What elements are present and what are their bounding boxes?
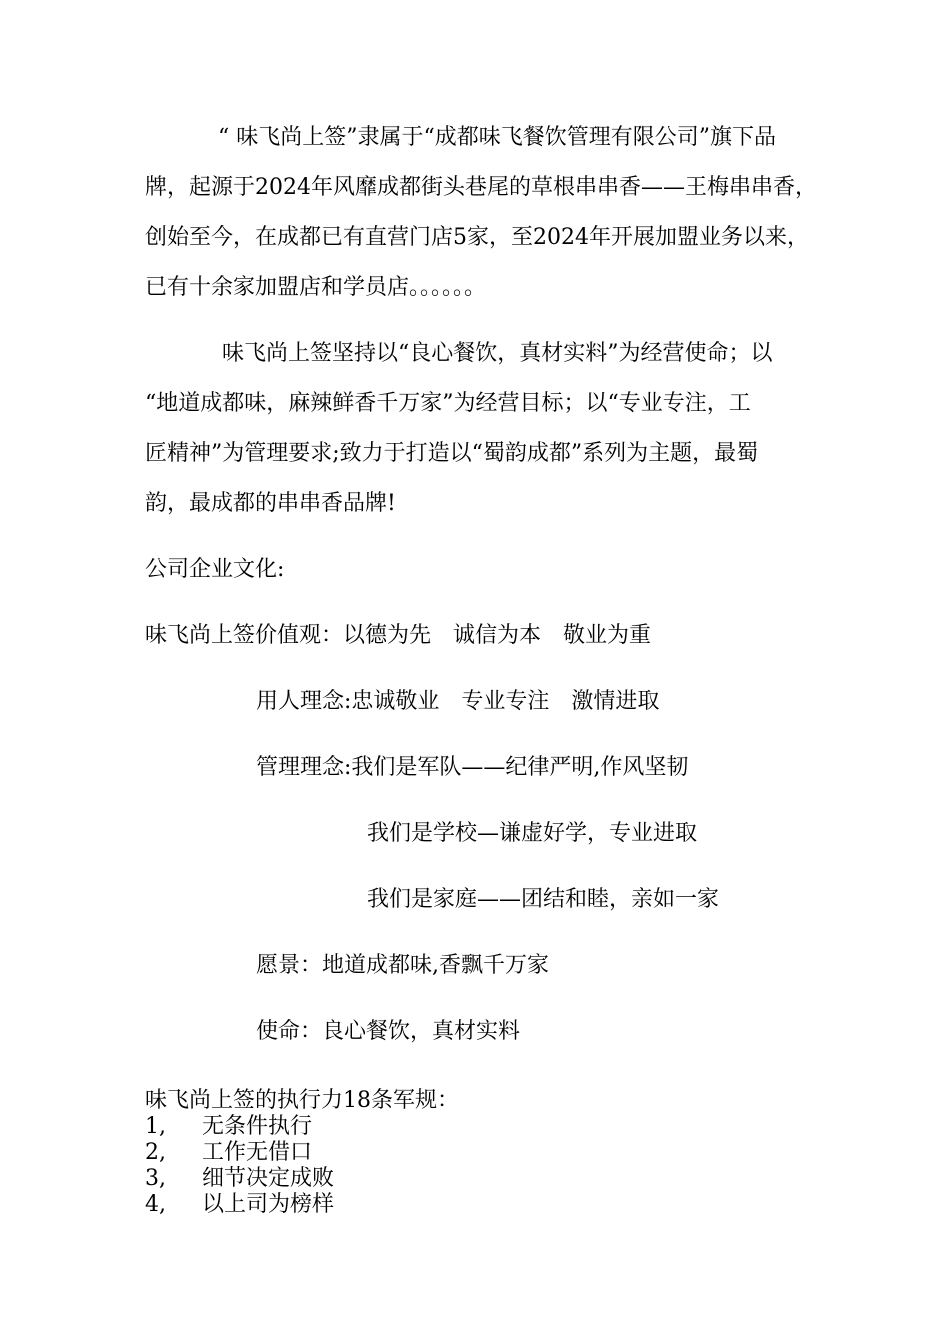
mission-line-3: 匠精神”为管理要求;致力于打造以“蜀韵成都”系列为主题，最蜀 xyxy=(145,441,759,466)
list-item-number: 4, xyxy=(145,1192,166,1217)
intro-line-2: 牌，起源于2024年风靡成都街头巷尾的草根串串香——王梅串串香， xyxy=(145,175,817,200)
culture-management: 管理理念:我们是军队——纪律严明,作风坚韧 xyxy=(256,755,689,780)
intro-line-1: “ 味飞尚上签”隶属于“成都味飞餐饮管理有限公司”旗下品 xyxy=(218,125,776,150)
culture-heading: 公司企业文化: xyxy=(145,557,285,582)
list-item-text: 以上司为榜样 xyxy=(202,1192,335,1217)
rules-heading: 味飞尚上签的执行力18条军规： xyxy=(145,1088,459,1113)
culture-mission: 使命：良心餐饮，真材实料 xyxy=(256,1019,521,1044)
list-item xyxy=(145,1140,312,1166)
intro-line-4: 已有十余家加盟店和学员店。。。。。。 xyxy=(145,275,487,300)
list-item-text: 无条件执行 xyxy=(202,1114,313,1139)
list-item-text: 工作无借口 xyxy=(202,1140,313,1165)
list-item xyxy=(145,1192,334,1218)
mission-line-4: 韵，最成都的串串香品牌! xyxy=(145,491,396,516)
list-item-text: 细节决定成败 xyxy=(202,1166,335,1191)
culture-vision: 愿景：地道成都味,香飘千万家 xyxy=(256,953,549,978)
culture-values: 味飞尚上签价值观：以德为先 诚信为本 敬业为重 xyxy=(145,623,652,648)
list-item-number: 3, xyxy=(145,1166,166,1191)
list-item-number: 2, xyxy=(145,1140,166,1165)
culture-family: 我们是家庭——团结和睦，亲如一家 xyxy=(367,887,720,912)
culture-school: 我们是学校—谦虚好学，专业进取 xyxy=(367,821,698,846)
list-item-number: 1, xyxy=(145,1114,166,1139)
intro-line-3: 创始至今，在成都已有直营门店5家，至2024年开展加盟业务以来， xyxy=(145,225,809,250)
list-item xyxy=(145,1166,334,1192)
culture-talent: 用人理念:忠诚敬业 专业专注 激情进取 xyxy=(256,689,660,714)
mission-line-2: “地道成都味，麻辣鲜香千万家”为经营目标；以“专业专注，工 xyxy=(145,391,751,416)
list-item xyxy=(145,1114,312,1140)
mission-line-1: 味飞尚上签坚持以“良心餐饮，真材实料”为经营使命；以 xyxy=(222,341,773,366)
